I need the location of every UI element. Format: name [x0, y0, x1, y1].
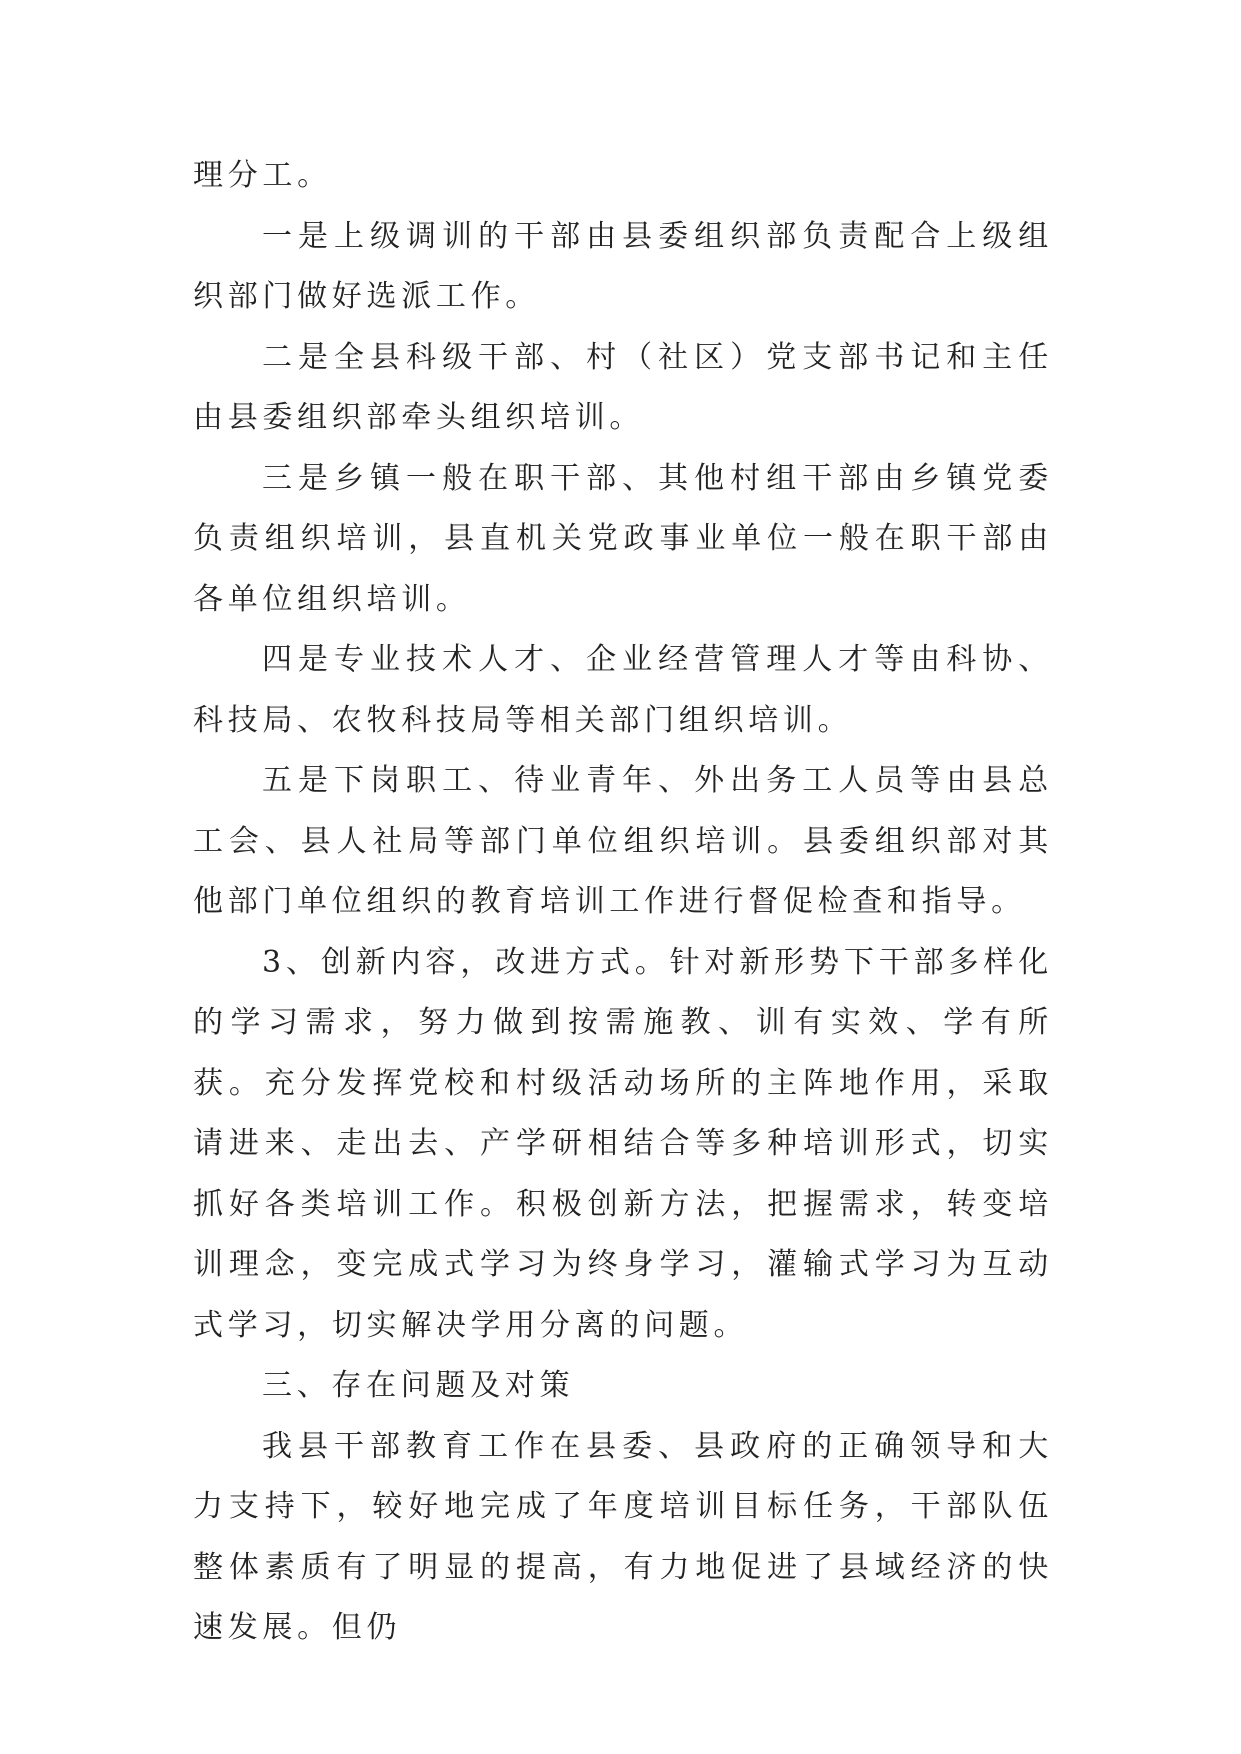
paragraph-item-two: 二是全县科级干部、村（社区）党支部书记和主任由县委组织部牵头组织培训。 [193, 339, 1053, 435]
paragraph-continuation: 理分工。 [193, 158, 332, 193]
paragraph-item-five: 五是下岗职工、待业青年、外出务工人员等由县总工会、县人社局等部门单位组织培训。县委组织部对其他部门单位组织的教育培训工作进行督促检查和指导。 [193, 763, 1053, 919]
paragraph-innovation: 3、创新内容，改进方式。针对新形势下干部多样化的学习需求，努力做到按需施教、训有实效、学有所获。充分发挥党校和村级活动场所的主阵地作用，采取请进来、走出去、产学研相结合等多种培训形式，切实抓好各类培训工作。积极创新方法，把握需求，转变培训理念，变完成式学习为终身学习，灌输式学习为互动式学习，切实解决学用分离的问题。 [193, 944, 1053, 1343]
paragraph-item-one: 一是上级调训的干部由县委组织部负责配合上级组织部门做好选派工作。 [193, 218, 1053, 314]
paragraph-problems: 我县干部教育工作在县委、县政府的正确领导和大力支持下，较好地完成了年度培训目标任务，干部队伍整体素质有了明显的提高，有力地促进了县域经济的快速发展。但仍 [193, 1428, 1053, 1645]
paragraph-item-three: 三是乡镇一般在职干部、其他村组干部由乡镇党委负责组织培训，县直机关党政事业单位一般在职干部由各单位组织培训。 [193, 460, 1053, 617]
paragraph-item-four: 四是专业技术人才、企业经营管理人才等由科协、科技局、农牧科技局等相关部门组织培训。 [193, 642, 1053, 738]
section-heading: 三、存在问题及对策 [262, 1368, 575, 1403]
document-body [193, 146, 1053, 1659]
